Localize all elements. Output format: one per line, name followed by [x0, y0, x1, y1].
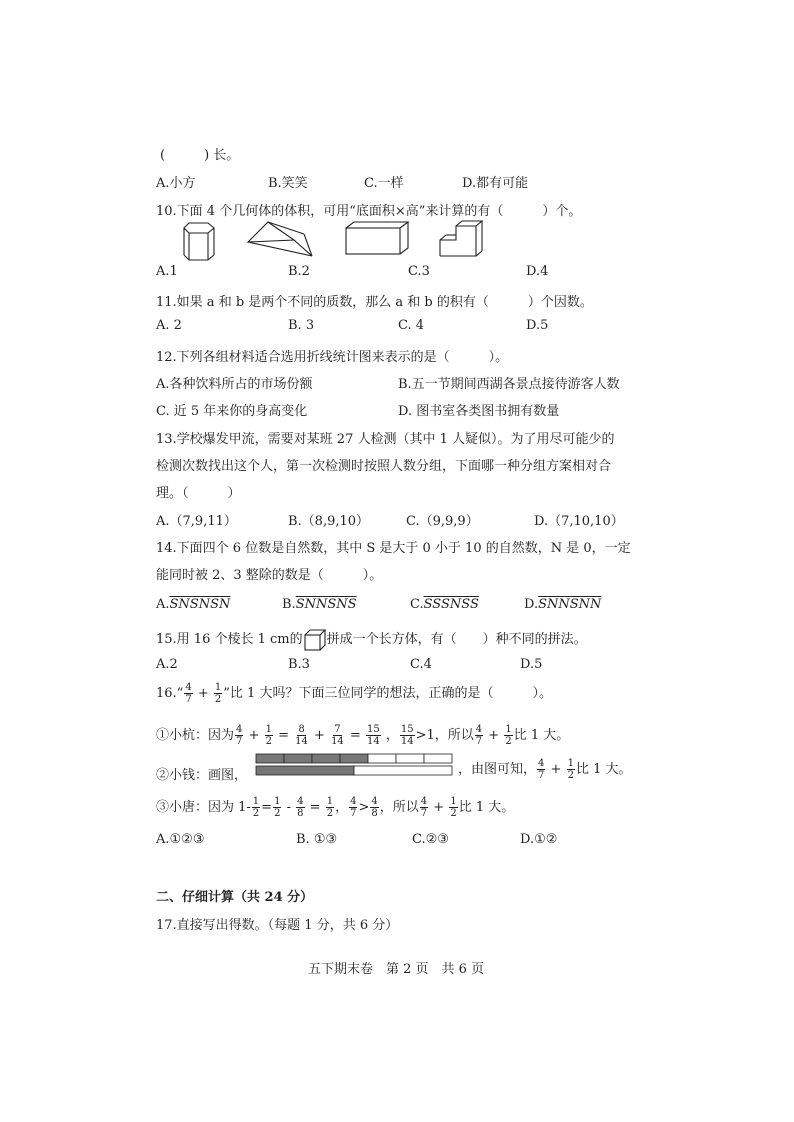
q9-option-a[interactable]: A.小方 — [156, 176, 196, 191]
q11-option-c[interactable]: C. 4 — [398, 318, 425, 333]
q14-line-2: 能同时被 2、3 整除的数是（ ）。 — [156, 568, 383, 583]
q15-text — [156, 628, 587, 651]
q16-option-a[interactable]: A.①②③ — [156, 832, 205, 847]
q14-option-c[interactable] — [410, 597, 479, 612]
q11-option-a[interactable]: A. 2 — [156, 318, 182, 333]
q10-option-d[interactable]: D.4 — [526, 264, 549, 279]
fraction-4-7: $\frac{4}{7}$ — [185, 682, 192, 705]
q13-option-c[interactable]: C.（9,9,9） — [406, 514, 479, 529]
q16-b-end2: 比 1 大。 — [575, 762, 632, 777]
q16-line-c: ③小唐：因为 1- $\frac{1}{2}$ = $\frac{1}{2}$ - $\frac{4}{8}$ = $\frac{1}{2}$ ， $\frac{4}{7}$ > $\frac{4}{8}$ ，所以 $\frac{4}{7}$ + $\frac{1}{2}$ 比 1 大。 — [156, 796, 515, 819]
q17-text: 17.直接写出得数。（每题 1 分，共 6 分） — [156, 918, 399, 933]
q14-option-a-prefix: A. — [156, 597, 170, 612]
q16-c-end: 比 1 大。 — [458, 800, 515, 815]
q14-option-d[interactable] — [524, 597, 601, 612]
q12-option-d[interactable]: D. 图书室各类图书拥有数量 — [398, 404, 560, 419]
q9-option-c[interactable]: C.一样 — [364, 176, 404, 191]
q13-line-2: 检测次数找出这个人，第一次检测时按照人数分组，下面哪一种分组方案相对合 — [156, 459, 612, 474]
q14-option-b[interactable] — [282, 597, 357, 612]
q11-option-b[interactable]: B. 3 — [288, 318, 315, 333]
q11-text: 11.如果 a 和 b 是两个不同的质数，那么 a 和 b 的积有（ ）个因数。 — [156, 295, 593, 310]
q12-option-b[interactable]: B.五一节期间西湖各景点接待游客人数 — [398, 377, 620, 392]
q16-b-label: ②小钱：画图， — [156, 768, 248, 783]
q16-line-b-end: ，由图可知， $\frac{4}{7}$ + $\frac{1}{2}$ 比 1 大。 — [458, 758, 632, 781]
q10-option-c[interactable]: C.3 — [408, 264, 430, 279]
q14-option-c-prefix: C. — [410, 597, 424, 612]
q14-line-1: 14.下面四个 6 位数是自然数，其中 S 是大于 0 小于 10 的自然数，N 是 0，一定 — [156, 541, 631, 556]
fraction-7-14: $\frac{7}{14}$ — [331, 724, 344, 747]
q15-option-b[interactable]: B.3 — [288, 657, 310, 672]
q14-option-c-value: SSSNSS — [423, 597, 479, 612]
q14-option-d-prefix: D. — [524, 597, 539, 612]
q13-option-d[interactable]: D.（7,10,10） — [534, 514, 624, 529]
q15-text-before: 15.用 16 个棱长 1 cm的 — [156, 632, 303, 647]
q14-option-a-value: SNSNSN — [169, 597, 231, 612]
q16-c-label: ③小唐：因为 1- — [156, 800, 251, 815]
q9-option-d[interactable]: D.都有可能 — [462, 176, 529, 191]
q14-option-b-value: SNNSNS — [295, 597, 357, 612]
q16-option-c[interactable]: C.②③ — [412, 832, 449, 847]
bottom-bar-empty — [354, 766, 452, 775]
hexagonal-prism-icon — [182, 220, 216, 262]
section-2-heading: 二、仔细计算（共 24 分） — [156, 890, 314, 905]
fraction-4-8: $\frac{4}{8}$ — [297, 796, 304, 819]
q11-option-d[interactable]: D.5 — [526, 318, 549, 333]
q15-option-c[interactable]: C.4 — [410, 657, 432, 672]
q16-option-b[interactable]: B. ①③ — [296, 832, 338, 847]
fraction-8-14: $\frac{8}{14}$ — [295, 724, 308, 747]
q16-line-a: ①小杭：因为 $\frac{4}{7}$ + $\frac{1}{2}$ = $\frac{8}{14}$ + $\frac{7}{14}$ = $\frac{15}{14}$ ， $\frac{15}{14}$ >1，所以 $\frac{4}{7}$ + $\frac{1}{2}$ 比 1 大。 — [156, 724, 570, 747]
q13-line-1: 13.学校爆发甲流，需要对某班 27 人检测（其中 1 人疑似）。为了用尽可能少的 — [156, 432, 615, 447]
top-bar-segment — [368, 754, 396, 763]
fraction-15-14: $\frac{15}{14}$ — [366, 724, 380, 747]
q9-tail-text: ( ) 长。 — [160, 148, 240, 163]
triangular-prism-icon — [246, 220, 314, 260]
q12-option-a[interactable]: A.各种饮料所占的市场份额 — [156, 377, 313, 392]
q16-text — [156, 682, 552, 705]
q13-option-b[interactable]: B.（8,9,10） — [288, 514, 370, 529]
q15-option-d[interactable]: D.5 — [520, 657, 543, 672]
q13-option-a[interactable]: A.（7,9,11） — [156, 514, 237, 529]
fraction-bar-diagram — [254, 752, 454, 778]
top-bar-segment — [312, 754, 340, 763]
top-bar-segment — [424, 754, 452, 763]
q15-text-after: 拼成一个长方体，有（ ）种不同的拼法。 — [326, 632, 587, 647]
top-bar-segment — [256, 754, 284, 763]
q16-a-end: 比 1 大。 — [513, 728, 570, 743]
fraction-1-2: $\frac{1}{2}$ — [214, 682, 222, 705]
top-bar-segment — [284, 754, 312, 763]
top-bar-segment — [340, 754, 368, 763]
q12-option-c[interactable]: C. 近 5 年来你的身高变化 — [156, 404, 308, 419]
q16-a-label: ①小杭：因为 — [156, 728, 235, 743]
q16-a-gt: >1，所以 — [415, 728, 474, 743]
q16-intro-post: ”比 1 大吗？下面三位同学的想法，正确的是（ ）。 — [223, 686, 552, 701]
q10-option-b[interactable]: B.2 — [288, 264, 310, 279]
cuboid-icon — [344, 220, 410, 256]
q12-text: 12.下列各组材料适合选用折线统计图来表示的是（ ）。 — [156, 350, 509, 365]
q16-c-so: ，所以 — [379, 800, 419, 815]
plus-sign: + — [197, 686, 209, 701]
q16-intro-pre: 16.“ — [156, 686, 184, 701]
unit-cube-icon — [303, 629, 327, 651]
bottom-bar-filled — [256, 766, 354, 775]
q14-option-d-value: SNNSNN — [538, 597, 602, 612]
stepped-solid-icon — [438, 218, 484, 258]
q15-option-a[interactable]: A.2 — [156, 657, 178, 672]
top-bar-segment — [396, 754, 424, 763]
q16-option-d[interactable]: D.①② — [520, 832, 558, 847]
q14-option-b-prefix: B. — [282, 597, 296, 612]
q14-option-a[interactable] — [156, 597, 230, 612]
q10-option-a[interactable]: A.1 — [156, 264, 178, 279]
page-footer: 五下期末卷 第 2 页 共 6 页 — [308, 962, 485, 977]
q13-line-3: 理。（ ） — [156, 486, 241, 501]
q10-text: 10.下面 4 个几何体的体积，可用“底面积×高”来计算的有（ ）个。 — [156, 204, 582, 219]
q9-option-b[interactable]: B.笑笑 — [268, 176, 308, 191]
q16-b-end: ，由图可知， — [458, 762, 537, 777]
